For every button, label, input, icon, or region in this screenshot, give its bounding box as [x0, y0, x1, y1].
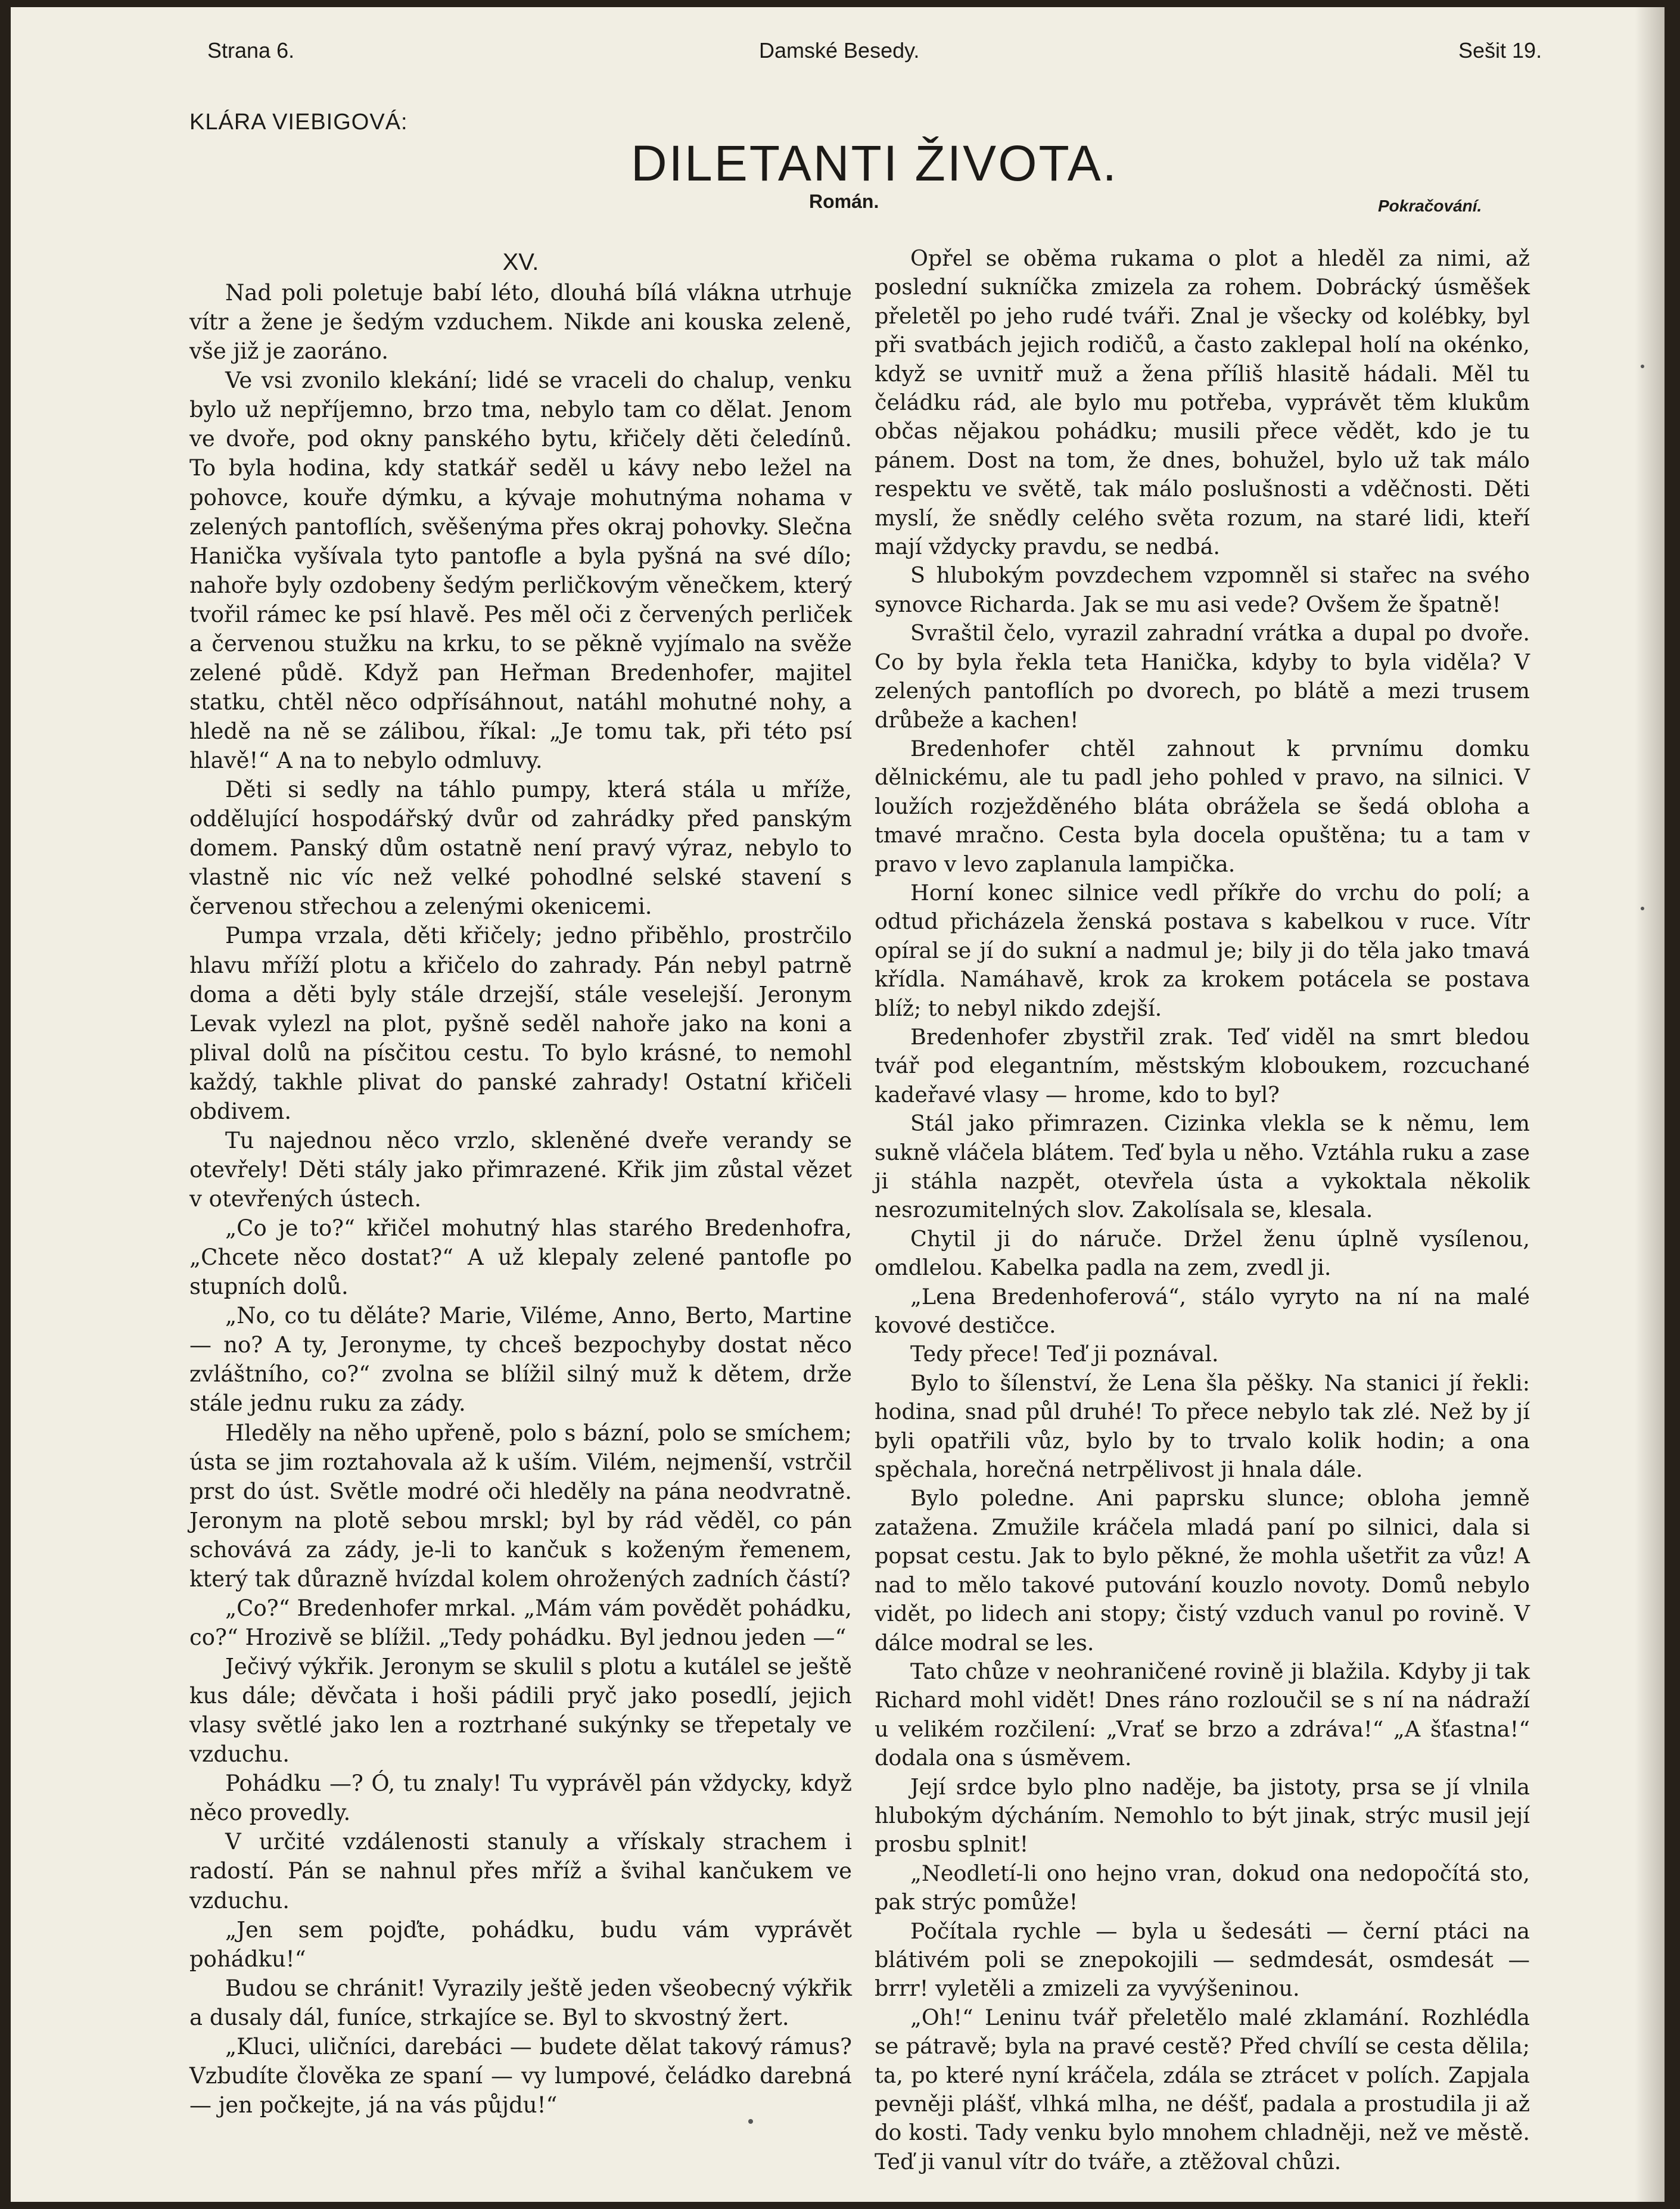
paragraph: Svraštil čelo, vyrazil zahradní vrátka a dupal po dvoře. Co by byla řekla teta Hanička, kdyby to byla viděla? V zelených pantoflích po dvorech, po blátě a mezi trusem drůbeže a kachen! [875, 620, 1530, 733]
paragraph: „Oh!“ Leninu tvář přeletělo malé zklamání. Rozhlédla se pátravě; byla na pravé cestě? Před chvílí se cesta dělila; ta, po které nyní kráčela, zdála se ztrácet v polích. Zapjala pevněji plášť, vlhká mlha, ne déšť, padala a prostudila ji až do kosti. Tady venku bylo mnohem chladněji, než ve městě. Teď ji vanul vítr do tváře, a ztěžoval chůzi. [875, 2004, 1530, 2174]
paragraph: Chytil ji do náruče. Držel ženu úplně vysílenou, omdlelou. Kabelka padla na zem, zvedl ji. [875, 1225, 1530, 1281]
article-subtitle: Román. [809, 191, 879, 212]
paragraph: Tato chůze v neohraničené rovině ji blažila. Kdyby ji tak Richard mohl vidět! Dnes ráno rozloučil se s ní na nádraží u velikém rozčilení: „Vrať se brzo a zdráva!“ „A šťastna!“ dodala ona s úsměvem. [875, 1658, 1530, 1771]
print-speck [1641, 907, 1644, 910]
paragraph: Opřel se oběma rukama o plot a hleděl za nimi, až poslední sukníčka zmizela za rohem. Dobrácký úsměšek přeletěl po jeho rudé tváři. Znal je všecky od kolébky, byl při svatbách jejich rodičů, a často zaklepal holí na okénko, když se uvnitř muž a žena příliš hlasitě hádali. Měl tu čeládku rád, ale bylo mu potřeba, vyprávět těm klukům občas nějakou pohádku; musili přece vědět, kdo je tu pánem. Dost na tom, že dnes, bohužel, bylo už tak málo respektu ve světě, tak málo poslušnosti a vděčnosti. Děti myslí, že snědly celého světa rozum, na staré lidi, kteří mají vždycky pravdu, se nedbá. [875, 245, 1530, 560]
paragraph: V určité vzdálenosti stanuly a vřískaly strachem i radostí. Pán se nahnul přes mříž a švihal kančukem ve vzduchu. [189, 1829, 852, 1914]
paragraph: „Lena Bredenhoferová“, stálo vyryto na ní na malé kovové destičce. [875, 1283, 1530, 1339]
right-column [875, 244, 1530, 2176]
paragraph: Stál jako přimrazen. Cizinka vlekla se k němu, lem sukně vláčela blátem. Teď byla u něho. Vztáhla ruku a zase ji stáhla nazpět, otevřela ústa a vykoktala několik nesrozumitelných slov. Zakolísala se, klesala. [875, 1110, 1530, 1223]
paragraph: Ječivý výkřik. Jeronym se skulil s plotu a kutálel se ještě kus dále; děvčata i hoši pádili pryč jako posedlí, jejich vlasy světlé jako len a roztrhané sukýnky se třepetaly ve vzduchu. [189, 1654, 852, 1768]
author-name: KLÁRA VIEBIGOVÁ: [189, 110, 408, 135]
page-number: Strana 6. [207, 38, 295, 63]
print-speck [1641, 365, 1644, 368]
continued-note: Pokračování. [1378, 197, 1482, 215]
paragraph: Bylo to šílenství, že Lena šla pěšky. Na stanici jí řekli: hodina, snad půl druhé! To přece nebylo tak zlé. Než by jí byli opatřili vůz, bylo by to trvalo kolik hodin; a ona spěchala, horečná netrpělivost ji hnala dále. [875, 1370, 1530, 1483]
paragraph: Budou se chránit! Vyrazily ještě jeden všeobecný výkřik a dusaly dál, funíce, strkajíce se. Byl to skvostný žert. [189, 1975, 852, 2030]
paragraph: Bredenhofer zbystřil zrak. Teď viděl na smrt bledou tvář pod elegantním, městským kloboukem, rozcuchané kadeřavé vlasy — hrome, kdo to byl? [875, 1023, 1530, 1107]
article-title: DILETANTI ŽIVOTA. [631, 135, 1118, 191]
paragraph: Pumpa vrzala, děti křičely; jedno přiběhlo, prostrčilo hlavu mříží plotu a křičelo do zahrady. Pán nebyl patrně doma a děti byly stále drzejší, stále veselejší. Jeronym Levak vylezl na plot, pyšně seděl nahoře jako na koni a plival dolů na písčitou cestu. To bylo krásné, to nemohl každý, takhle plivat do panské zahrady! Ostatní křičeli obdivem. [189, 923, 852, 1124]
paragraph: Horní konec silnice vedl příkře do vrchu do polí; a odtud přicházela ženská postava s kabelkou v ruce. Vítr opíral se jí do sukní a nadmul je; bily ji do těla jako tmavá křídla. Namáhavě, krok za krokem potácela se postava blíž; to nebyl nikdo zdejší. [875, 879, 1530, 1021]
paragraph: Tu najednou něco vrzlo, skleněné dveře verandy se otevřely! Děti stály jako přimrazené. Křik jim zůstal vězet v otevřených ústech. [189, 1127, 852, 1212]
running-head [11, 38, 1665, 74]
paragraph: „Co?“ Bredenhofer mrkal. „Mám vám povědět pohádku, co?“ Hrozivě se blížil. „Tedy pohádku. Byl jednou jeden —“ [189, 1595, 852, 1650]
print-speck [748, 2119, 753, 2124]
paragraph: „Jen sem pojďte, pohádku, budu vám vyprávět pohádku!“ [189, 1916, 852, 1972]
left-column [189, 244, 852, 2120]
paragraph: Děti si sedly na táhlo pumpy, která stála u mříže, oddělující hospodářský dvůr od zahrádky před panským domem. Panský dům ostatně není pravý výraz, nebylo to vlastně nic víc než velké pohodlné selské stavení s červenou střechou a zelenými okenicemi. [189, 777, 852, 920]
paragraph: „Co je to?“ křičel mohutný hlas starého Bredenhofra, „Chcete něco dostat?“ A už klepaly zelené pantofle po stupních dolů. [189, 1215, 852, 1300]
paragraph: Ve vsi zvonilo klekání; lidé se vraceli do chalup, venku bylo už nepříjemno, brzo tma, nebylo tam co dělat. Jenom ve dvoře, pod okny panského bytu, křičely děti čeledínů. To byla hodina, kdy statkář seděl u kávy nebo ležel na pohovce, kouře dýmku, a kývaje mohutnýma nohama v zelených pantoflích, svěšenýma přes okraj pohovky. Slečna Hanička vyšívala tyto pantofle a byla pyšná na své dílo; nahoře byly ozdobeny šedým perličkovým věnečkem, který tvořil rámec ke psí hlavě. Pes měl oči z červených perliček a červenou stužku na krku, to se pěkně vyjímalo na svěže zelené půdě. Když pan Heřman Bredenhofer, majitel statku, chtěl něco odpřísáhnout, natáhl mohutné nohy, a hledě na ně se zálibou, říkal: „Je tomu tak, při této psí hlavě!“ A na to nebylo odmluvy. [189, 368, 852, 774]
page-edge-shadow [1635, 7, 1665, 2202]
issue-number: Sešit 19. [1458, 38, 1542, 63]
paragraph: Pohádku —? Ó, tu znaly! Tu vyprávěl pán vždycky, když něco provedly. [189, 1771, 852, 1826]
paragraph: Tedy přece! Teď ji poznával. [910, 1341, 1219, 1367]
magazine-page [11, 7, 1665, 2202]
paragraph: „Neodletí-li ono hejno vran, dokud ona nedopočítá sto, pak strýc pomůže! [875, 1860, 1530, 1915]
paragraph: Bylo poledne. Ani paprsku slunce; obloha jemně zatažena. Zmužile kráčela mladá paní po silnici, dala si popsat cestu. Jak to bylo pěkné, že mohla ušetřit za vůz! A nad to mělo takové putování kouzlo novoty. Domů nebylo vidět, po lidech ani stopy; čistý vzduch vanul po rovině. V dálce modral se les. [875, 1485, 1530, 1656]
paragraph: Její srdce bylo plno naděje, ba jistoty, prsa se jí vlnila hlubokým dýcháním. Nemohlo to být jinak, strýc musil její prosbu splnit! [875, 1774, 1530, 1858]
paragraph: „No, co tu děláte? Marie, Viléme, Anno, Berto, Martine — no? A ty, Jeronyme, ty chceš bezpochyby dostat něco zvláštního, co?“ zvolna se blížil silný muž k dětem, drže stále jednu ruku za zády. [189, 1303, 852, 1417]
chapter-number: XV. [502, 249, 539, 275]
paragraph: Počítala rychle — byla u šedesáti — černí ptáci na blátivém poli se znepokojili — sedmdesát, osmdesát — brrr! vyletěli a zmizeli za vyvýšeninou. [875, 1918, 1530, 2002]
magazine-name: Damské Besedy. [759, 38, 920, 63]
paragraph: Hleděly na něho upřeně, polo s bázní, polo se smíchem; ústa se jim roztahovala až k uším. Vilém, nejmenší, vstrčil prst do úst. Světle modré oči hleděly na pána neodvratně. Jeronym na plotě sebou mrskl; byl by rád věděl, co pán schovává za zády, je-li to kančuk s koženým řemenem, který tak důrazně hvízdal kolem ohrožených zadních částí? [189, 1420, 852, 1592]
paragraph: Nad poli poletuje babí léto, dlouhá bílá vlákna utrhuje vítr a žene je šedým vzduchem. Nikde ani kouska zeleně, vše již je zaoráno. [189, 280, 852, 365]
paragraph: „Kluci, uličníci, darebáci — budete dělat takový rámus? Vzbudíte člověka ze spaní — vy lumpové, čeládko darebná — jen počkejte, já na vás půjdu!“ [189, 2033, 852, 2118]
paragraph: Bredenhofer chtěl zahnout k prvnímu domku dělnickému, ale tu padl jeho pohled v pravo, na silnici. V loužích rozježděného bláta obrážela se šedá obloha a tmavé mračno. Cesta byla docela opuštěna; tu a tam v pravo v levo zaplanula lampička. [875, 735, 1530, 877]
paragraph: S hlubokým povzdechem vzpomněl si stařec na svého synovce Richarda. Jak se mu asi vede? Ovšem že špatně! [875, 562, 1530, 617]
